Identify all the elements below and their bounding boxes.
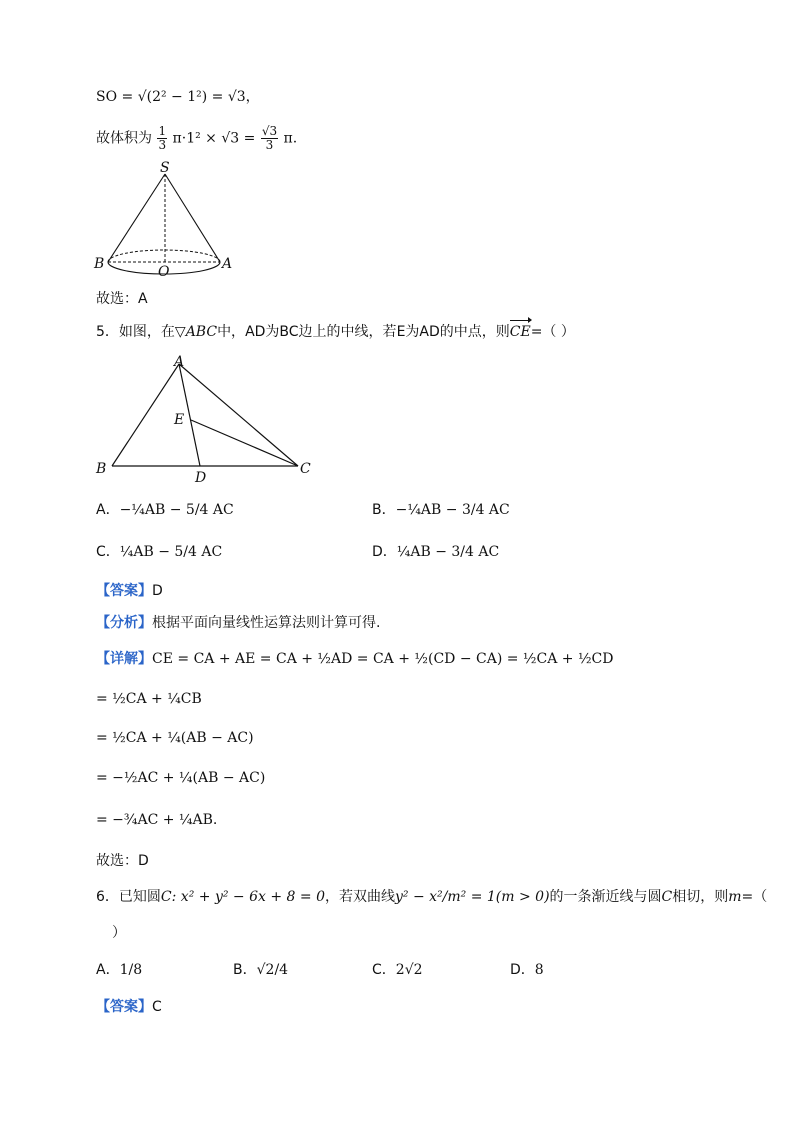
- q6-answer: 【答案】C: [96, 999, 162, 1015]
- tri-label-b: B: [96, 461, 107, 477]
- cone-label-s: S: [160, 160, 170, 176]
- q6-option-c: C．2√2: [372, 962, 423, 978]
- q6-stem: 6．已知圆C: x² + y² − 6x + 8 = 0，若双曲线y² − x²/m² = 1(m > 0)的一条渐近线与圆C相切，则m=（: [96, 889, 768, 905]
- q5-option-a: A．−¼AB − 5/4 AC: [96, 502, 234, 518]
- q5-step-4: = −¾AC + ¼AB.: [96, 812, 218, 828]
- q5-step-1: = ½CA + ¼CB: [96, 691, 202, 707]
- cone-figure: [90, 158, 240, 280]
- q5-analysis: 【分析】根据平面向量线性运算法则计算可得.: [96, 615, 381, 631]
- q5-option-b: B．−¼AB − 3/4 AC: [372, 502, 510, 518]
- tri-label-a: A: [174, 354, 185, 370]
- q5-option-c: C．¼AB − 5/4 AC: [96, 544, 223, 560]
- prev-choice: 故选：A: [96, 291, 148, 307]
- q5-choice: 故选：D: [96, 853, 149, 869]
- q5-answer: 【答案】D: [96, 583, 163, 599]
- q5-step-3: = −½AC + ¼(AB − AC): [96, 770, 266, 786]
- q6-option-b: B．√2/4: [233, 962, 289, 978]
- triangle-figure: [90, 350, 320, 486]
- cone-label-o: O: [158, 264, 170, 280]
- tri-label-c: C: [300, 461, 311, 477]
- q5-detail: 【详解】CE = CA + AE = CA + ½AD = CA + ½(CD − CA) = ½CA + ½CD: [96, 651, 614, 667]
- q5-stem: 5．如图，在▽ABC中，AD为BC边上的中线，若E为AD的中点，则CE=（ ）: [96, 324, 575, 340]
- q6-stem-cont: ）: [112, 925, 126, 941]
- q6-option-a: A．1/8: [96, 962, 143, 978]
- so-line: SO = √(2² − 1²) = √3，: [96, 89, 260, 105]
- cone-label-b: B: [94, 256, 105, 272]
- q6-option-d: D．8: [510, 962, 544, 978]
- q5-step-2: = ½CA + ¼(AB − AC): [96, 730, 254, 746]
- tri-label-e: E: [174, 412, 185, 428]
- tri-label-d: D: [195, 470, 207, 486]
- cone-label-a: A: [222, 256, 233, 272]
- q5-option-d: D．¼AB − 3/4 AC: [372, 544, 500, 560]
- volume-line: 故体积为 $\frac{1}{3}$ π·1² × √3 = $\frac{√3}{3}$ π.: [96, 124, 298, 152]
